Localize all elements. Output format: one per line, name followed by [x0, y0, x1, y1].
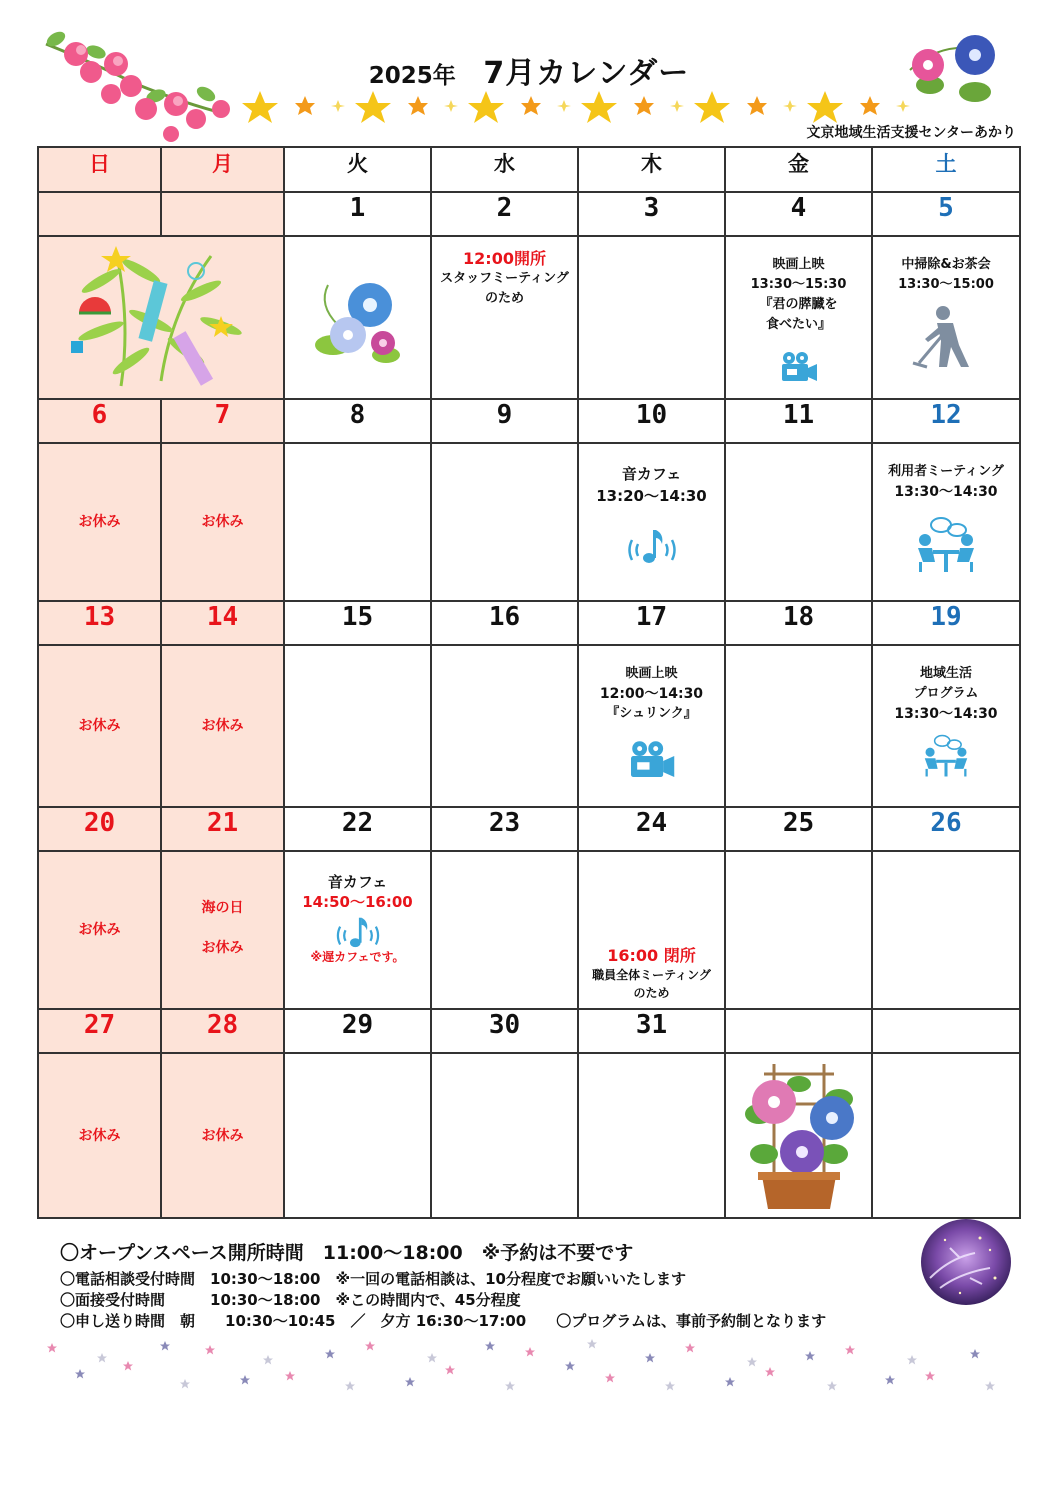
closed-label: お休み — [201, 718, 244, 734]
movie-camera-icon — [779, 351, 819, 385]
day-cell-jul9 — [431, 443, 578, 601]
event-time: 13:20〜14:30 — [596, 487, 707, 505]
day-cell-jul6 — [38, 443, 161, 601]
calendar-title — [0, 48, 1058, 92]
week5-date-row — [38, 1009, 1020, 1053]
day-cell-jul23 — [431, 851, 578, 1009]
week3-event-row — [38, 645, 1020, 807]
date-cell: 3 — [578, 192, 725, 236]
interview-hours: 〇面接受付時間 10:30〜18:00 ※この時間内で、45分程度 — [60, 1291, 521, 1309]
date-cell: 15 — [284, 601, 431, 645]
meeting-icon — [922, 734, 970, 778]
date-cell: 19 — [872, 601, 1020, 645]
date-cell: 14 — [161, 601, 284, 645]
star-scatter-decoration — [40, 1336, 1000, 1396]
date-cell: 29 — [284, 1009, 431, 1053]
date-cell: 11 — [725, 399, 872, 443]
day-cell-jul2 — [431, 236, 578, 399]
day-cell-empty — [872, 1053, 1020, 1218]
day-cell-jul7 — [161, 443, 284, 601]
week4-date-row — [38, 807, 1020, 851]
event-time: 13:30〜15:00 — [898, 277, 994, 292]
meeting-icon — [915, 516, 977, 574]
music-note-icon — [624, 526, 680, 566]
date-cell: 18 — [725, 601, 872, 645]
event-desc: スタッフミーティング — [440, 271, 569, 286]
star-garland-decoration — [230, 86, 920, 126]
music-note-icon — [333, 914, 383, 950]
day-cell-jul12 — [872, 443, 1020, 601]
day-cell-jul28 — [161, 1053, 284, 1218]
organization-name: 文京地域生活支援センターあかり — [806, 125, 1016, 141]
calendar-grid — [37, 146, 1021, 1219]
tanabata-bamboo-icon — [61, 241, 261, 391]
title-year: 2025年 — [368, 63, 456, 89]
date-cell: 22 — [284, 807, 431, 851]
date-cell: 23 — [431, 807, 578, 851]
date-cell: 20 — [38, 807, 161, 851]
event-film: 『シュリンク』 — [606, 706, 697, 721]
day-cell-jul21 — [161, 851, 284, 1009]
event-desc: のため — [633, 986, 670, 1000]
weekday-fri: 金 — [725, 147, 872, 192]
event-title: 音カフェ — [327, 873, 388, 891]
event-title: 中掃除&お茶会 — [901, 257, 991, 272]
potted-morning-glory-icon — [734, 1054, 864, 1210]
morning-glory-icon — [308, 265, 408, 375]
week4-event-row — [38, 851, 1020, 1009]
week1-event-row — [38, 236, 1020, 399]
date-cell — [725, 1009, 872, 1053]
event-title: 映画上映 — [625, 666, 678, 681]
weekday-mon: 月 — [161, 147, 284, 192]
day-cell-jul10 — [578, 443, 725, 601]
date-cell: 17 — [578, 601, 725, 645]
closed-label: お休み — [78, 1127, 121, 1144]
date-cell: 10 — [578, 399, 725, 443]
tanabata-bamboo-cell — [38, 236, 284, 399]
event-time: 13:30〜15:30 — [750, 277, 847, 292]
date-cell — [872, 1009, 1020, 1053]
handover-hours: 〇申し送り時間 朝 10:30〜10:45 ／ 夕方 16:30〜17:00 〇プログラムは、事前予約制となります — [60, 1312, 827, 1330]
date-cell: 2 — [431, 192, 578, 236]
weekday-thu: 木 — [578, 147, 725, 192]
event-film: 『君の膵臓を — [759, 297, 838, 312]
day-cell-jul11 — [725, 443, 872, 601]
date-cell: 8 — [284, 399, 431, 443]
closed-label: お休み — [201, 514, 244, 530]
movie-camera-icon — [627, 740, 677, 782]
day-cell-jul19 — [872, 645, 1020, 807]
date-cell — [38, 192, 161, 236]
day-cell-jul27 — [38, 1053, 161, 1218]
event-close-time: 16:00 閉所 — [607, 946, 696, 965]
week2-event-row — [38, 443, 1020, 601]
event-note: ※遅カフェです。 — [310, 950, 405, 964]
closed-label: お休み — [201, 1127, 244, 1144]
event-time: 13:30〜14:30 — [894, 484, 998, 500]
date-cell: 1 — [284, 192, 431, 236]
day-cell-jul26 — [872, 851, 1020, 1009]
closed-label: お休み — [78, 718, 121, 734]
day-cell-jul29 — [284, 1053, 431, 1218]
cleaning-person-icon — [911, 305, 981, 369]
week2-date-row — [38, 399, 1020, 443]
day-cell-jul25 — [725, 851, 872, 1009]
date-cell: 28 — [161, 1009, 284, 1053]
date-cell: 13 — [38, 601, 161, 645]
event-time: 12:00〜14:30 — [599, 686, 704, 702]
weekday-sun: 日 — [38, 147, 161, 192]
date-cell: 21 — [161, 807, 284, 851]
day-cell-jul17 — [578, 645, 725, 807]
day-cell-jul16 — [431, 645, 578, 807]
weekday-sat: 土 — [872, 147, 1020, 192]
closed-label: お休み — [78, 922, 121, 938]
date-cell: 5 — [872, 192, 1020, 236]
week5-event-row — [38, 1053, 1020, 1218]
event-title: 地域生活 — [919, 666, 972, 681]
day-cell-jul5 — [872, 236, 1020, 399]
day-cell-jul20 — [38, 851, 161, 1009]
phone-consult-hours: 〇電話相談受付時間 10:30〜18:00 ※一回の電話相談は、10分程度でお願いいたします — [60, 1270, 686, 1288]
date-cell: 9 — [431, 399, 578, 443]
day-cell-jul24 — [578, 851, 725, 1009]
weekday-header-row — [38, 147, 1020, 192]
date-cell — [161, 192, 284, 236]
event-open-time: 12:00開所 — [463, 249, 546, 268]
potted-morning-glory-cell — [725, 1053, 872, 1218]
date-cell: 31 — [578, 1009, 725, 1053]
date-cell: 7 — [161, 399, 284, 443]
day-cell-jul4 — [725, 236, 872, 399]
day-cell-jul8 — [284, 443, 431, 601]
event-title: 音カフェ — [621, 465, 682, 483]
holiday-name: 海の日 — [201, 900, 244, 916]
weekday-wed: 水 — [431, 147, 578, 192]
week3-date-row — [38, 601, 1020, 645]
event-title: 利用者ミーティング — [888, 464, 1004, 479]
event-title: 映画上映 — [772, 257, 825, 272]
event-title: プログラム — [913, 686, 979, 701]
day-cell-jul30 — [431, 1053, 578, 1218]
day-cell-jul18 — [725, 645, 872, 807]
weekday-tue: 火 — [284, 147, 431, 192]
date-cell: 26 — [872, 807, 1020, 851]
date-cell: 27 — [38, 1009, 161, 1053]
week1-date-row — [38, 192, 1020, 236]
day-cell-jul3 — [578, 236, 725, 399]
date-cell: 16 — [431, 601, 578, 645]
date-cell: 4 — [725, 192, 872, 236]
date-cell: 25 — [725, 807, 872, 851]
closed-label: お休み — [78, 514, 121, 530]
day-cell-jul13 — [38, 645, 161, 807]
event-film: 食べたい』 — [765, 317, 831, 332]
event-desc: のため — [484, 291, 524, 306]
day-cell-jul31 — [578, 1053, 725, 1218]
date-cell: 24 — [578, 807, 725, 851]
event-time: 14:50〜16:00 — [302, 893, 413, 911]
open-space-hours: 〇オープンスペース開所時間 11:00〜18:00 ※予約は不要です — [60, 1242, 634, 1264]
footer-info — [60, 1238, 826, 1332]
day-cell-jul1 — [284, 236, 431, 399]
event-desc: 職員全体ミーティング — [592, 968, 711, 982]
date-cell: 6 — [38, 399, 161, 443]
event-time: 13:30〜14:30 — [894, 706, 998, 722]
day-cell-jul22 — [284, 851, 431, 1009]
title-month: 7月カレンダー — [483, 56, 690, 91]
closed-label: お休み — [201, 940, 244, 956]
night-sky-bamboo-decoration — [920, 1218, 1012, 1306]
day-cell-jul15 — [284, 645, 431, 807]
date-cell: 30 — [431, 1009, 578, 1053]
day-cell-jul14 — [161, 645, 284, 807]
date-cell: 12 — [872, 399, 1020, 443]
